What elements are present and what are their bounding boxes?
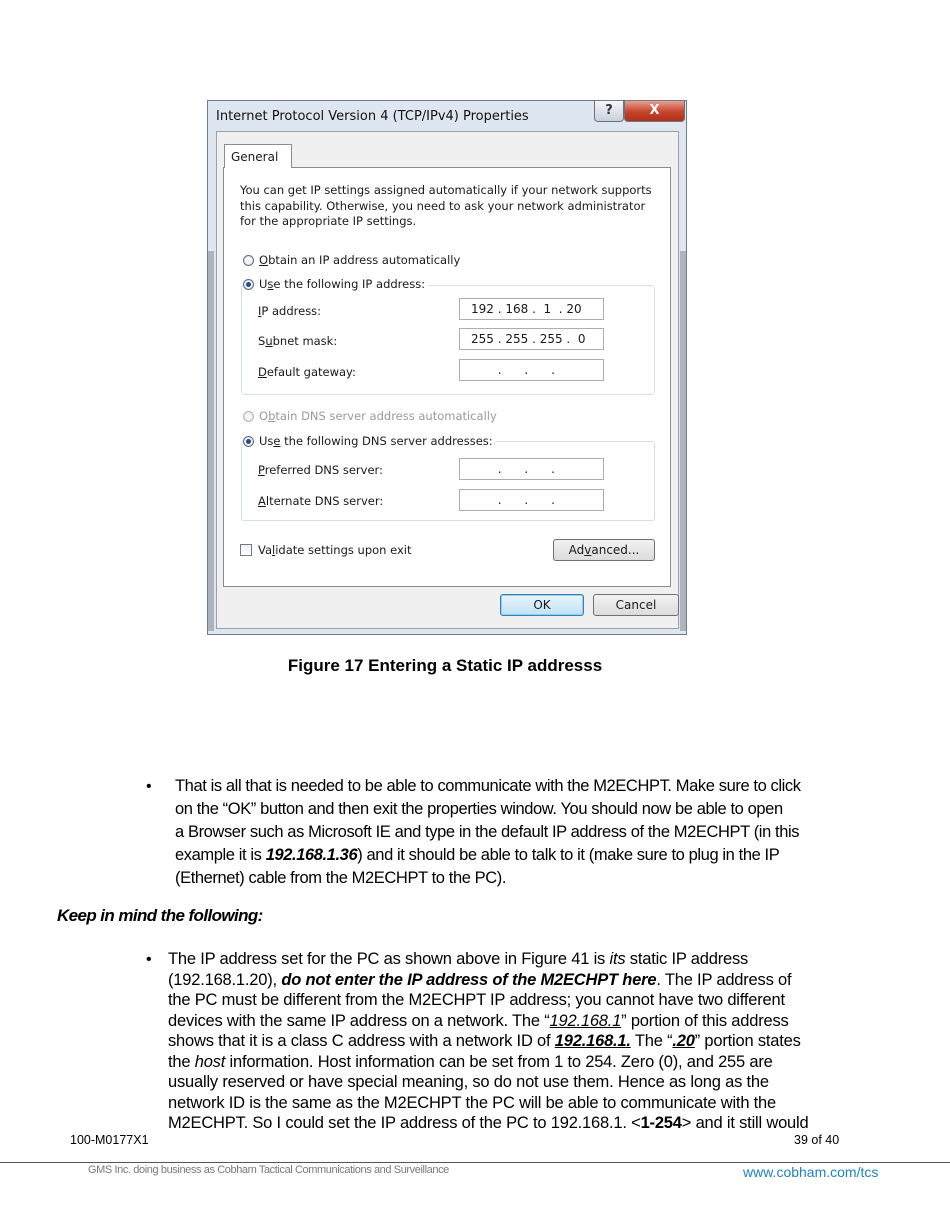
radio-selected-icon [243,279,254,290]
example-ip: 192.168.1.36 [265,846,358,864]
use-following-ip-radio[interactable] [243,277,428,291]
general-panel [223,167,671,587]
tab-general[interactable]: General [224,144,292,168]
preferred-dns-field[interactable]: . . . [459,458,604,480]
text-line: example it is 192.168.1.36) and it should be able to talk to it (make sure to plug in the IP [175,846,780,864]
ip-address-label: IP address: [258,304,322,318]
obtain-dns-label: Obtain DNS server address automatically [259,409,497,423]
text-line: the host information. Host information can be set from 1 to 254. Zero (0), and 255 are [168,1052,773,1071]
page-number: 39 of 40 [794,1133,840,1147]
default-gateway-field[interactable]: . . . [459,359,604,381]
obtain-dns-auto-radio[interactable] [243,409,497,423]
bullet-icon: • [146,951,152,968]
text-line: The IP address set for the PC as shown above in Figure 41 is its static IP address [168,950,749,968]
text-line: a Browser such as Microsoft IE and type in the default IP address of the M2ECHPT (in this [175,823,800,841]
ip-address-group [241,285,655,395]
validate-settings-label: Validate settings upon exit [258,543,412,557]
use-following-ip-label: Use the following IP address: [259,277,426,291]
preferred-dns-label: Preferred DNS server: [258,463,383,477]
footer-divider [0,1162,950,1163]
text-line: devices with the same IP address on a network. The “192.168.1” portion of this address [168,1011,789,1030]
question-icon: ? [605,103,613,118]
cancel-button[interactable]: Cancel [593,594,679,616]
validate-settings-checkbox[interactable] [240,543,411,557]
subnet-mask-label: Subnet mask: [258,334,338,348]
radio-circle-icon [243,411,254,422]
checkbox-icon [240,544,252,556]
default-gateway-label: Default gateway: [258,365,356,379]
subnet-mask-field[interactable]: 255 . 255 . 255 . 0 [459,328,604,350]
ip-address-field[interactable]: 192 . 168 . 1 . 20 [459,298,604,320]
text-line: network ID is the same as the M2ECHPT the PC will be able to communicate with the [168,1093,777,1112]
text-line: usually reserved or have special meaning, so do not use them. Hence as long as the [168,1073,769,1091]
ok-button[interactable]: OK [500,594,584,616]
section-heading: Keep in mind the following: [57,906,263,925]
use-following-dns-radio[interactable] [243,434,496,448]
bullet-paragraph-2 [168,949,840,1134]
text-line: That is all that is needed to be able to communicate with the M2ECHPT. Make sure to click [175,777,801,795]
website-link[interactable]: www.cobham.com/tcs [743,1164,879,1180]
text-line: on the “OK” button and then exit the properties window. You should now be able to open [175,800,783,818]
window-frame-right [680,251,686,631]
window-frame-left [208,251,214,631]
text-line: the PC must be different from the M2ECHPT IP address; you cannot have two different [168,991,785,1009]
alternate-dns-label: Alternate DNS server: [258,494,384,508]
dns-group [241,441,655,521]
text-line: M2ECHPT. So I could set the IP address of the PC to 192.168.1. <1-254> and it still would [168,1114,809,1132]
ipv4-properties-dialog [207,100,687,635]
close-icon: X [649,103,660,118]
text-line: (192.168.1.20), do not enter the IP address of the M2ECHPT here. The IP address of [168,970,792,989]
text-line: (Ethernet) cable from the M2ECHPT to the PC). [175,869,507,887]
radio-selected-icon [243,436,254,447]
alternate-dns-field[interactable]: . . . [459,489,604,511]
dialog-body [216,131,679,629]
dialog-title: Internet Protocol Version 4 (TCP/IPv4) Properties [216,109,529,124]
advanced-button[interactable]: Advanced... [553,539,655,561]
intro-text [240,183,660,230]
close-button[interactable] [624,101,685,122]
bullet-icon: • [146,778,152,795]
help-button[interactable] [594,101,624,122]
company-line: GMS Inc. doing business as Cobham Tactical Communications and Surveillance [88,1164,449,1176]
figure-caption: Figure 17 Entering a Static IP addresss [287,656,603,675]
text-line: shows that it is a class C address with a network ID of 192.168.1. The “.20” portion states [168,1032,801,1050]
obtain-ip-label: Obtain an IP address automatically [259,253,461,267]
obtain-ip-auto-radio[interactable] [243,253,460,267]
bullet-paragraph-1 [175,775,840,890]
intro-line: for the appropriate IP settings. [240,214,417,228]
intro-line: You can get IP settings assigned automatically if your network supports [240,183,652,197]
radio-circle-icon [243,255,254,266]
use-following-dns-label: Use the following DNS server addresses: [259,434,493,448]
intro-line: this capability. Otherwise, you need to ask your network administrator [240,198,646,213]
document-id: 100-M0177X1 [70,1133,149,1147]
